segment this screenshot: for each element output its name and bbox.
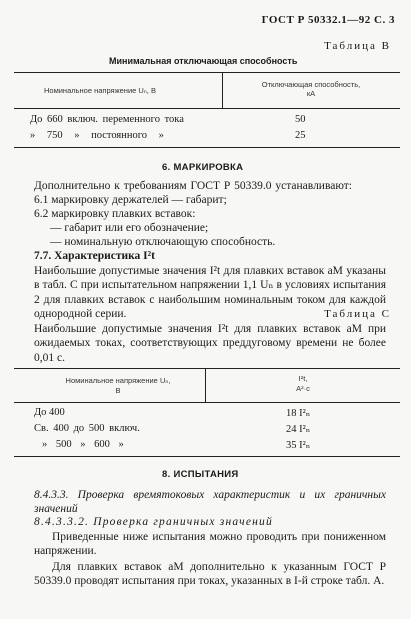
section-6-line-5: — номинальную отключающую способность. xyxy=(50,236,276,248)
table-b-caption: Минимальная отключающая способность xyxy=(109,56,298,66)
table-b-bottom-rule xyxy=(14,147,400,148)
table-c-header-rule xyxy=(14,402,400,403)
table-b-top-rule xyxy=(14,72,400,73)
table-b-label: Таблица В xyxy=(324,40,391,52)
table-c-bottom-rule xyxy=(14,456,400,457)
table-c-col1-header-2: В xyxy=(115,386,121,395)
table-c-row-3-label: » 500 » 600 » xyxy=(42,439,124,450)
table-b-row-2-label: » 750 » постоянного » xyxy=(30,130,164,141)
table-b-col-divider xyxy=(222,72,223,108)
section-6-line-3: 6.2 маркировку плавких вставок: xyxy=(34,208,196,220)
table-c-col2-header-2: А²·с xyxy=(296,384,310,393)
section-6-line-2: 6.1 маркировку держателей — габарит; xyxy=(34,194,227,206)
table-b-row-1-value: 50 xyxy=(295,114,306,125)
table-c-col2-header-1: I²t, xyxy=(298,374,308,383)
table-b-row-1-label: До 660 включ. переменного тока xyxy=(30,114,184,125)
table-b-col2-header-1: Отключающая способность, xyxy=(261,80,361,89)
table-c-label: Таблица С xyxy=(324,308,391,320)
paragraph-last: Для плавких вставок аМ дополнительно к указанным ГОСТ Р 50339.0 проводят испытания при токах, указанных в I-й строке табл. А. xyxy=(34,561,386,588)
document-header: ГОСТ Р 50332.1—92 С. 3 xyxy=(261,14,395,26)
table-c-row-2-value: 24 I²ₙ xyxy=(286,424,311,435)
paragraph-7-7-title: 7.7. Характеристика I²t xyxy=(34,250,155,262)
table-c-col1-header-1: Номинальное напряжение Uₙ, xyxy=(65,376,171,385)
table-c-row-3-value: 35 I²ₙ xyxy=(286,440,311,451)
paragraph-8-4-3-3-2-title: 8.4.3.3.2. Проверка граничных значений xyxy=(34,516,273,528)
table-c-top-rule xyxy=(14,368,400,369)
section-8-heading: 8. ИСПЫТАНИЯ xyxy=(162,469,239,480)
section-6-heading: 6. МАРКИРОВКА xyxy=(162,162,244,173)
section-6-line-4: — габарит или его обозначение; xyxy=(50,222,209,234)
section-6-line-1: Дополнительно к требованиям ГОСТ Р 50339.0 устанавливают: xyxy=(34,180,352,192)
paragraph-8-4-3-3: 8.4.3.3. Проверка времятоковых характеристик и их граничных значений xyxy=(34,489,386,516)
table-c-row-1-value: 18 I²ₙ xyxy=(286,408,311,419)
table-c-row-2-label: Св. 400 до 500 включ. xyxy=(34,423,140,434)
table-b-row-2-value: 25 xyxy=(295,130,306,141)
paragraph-7-7-text: Наибольшие допустимые значения I²t для плавких вставок аМ указаны в табл. С при испытательном напряжении 1,1 Uₙ в условиях испытания 2 для плавких вставок с наибольшим номинальным током для каждой однородной серии. xyxy=(34,265,386,320)
table-b-col2-header-2: кА xyxy=(306,89,316,98)
table-b-header-rule xyxy=(14,108,400,109)
table-b-col1-header: Номинальное напряжение Uₙ, В xyxy=(44,86,156,95)
table-c-intro: Наибольшие допустимые значения I²t для плавких вставок аМ при ожидаемых токах, соответствующих преддуговому времени не более 0,01 с. xyxy=(34,323,386,364)
table-c-row-1-label: До 400 xyxy=(34,407,65,418)
paragraph-8-4-3-3-2-text: Приведенные ниже испытания можно проводить при пониженном напряжении. xyxy=(34,531,386,558)
